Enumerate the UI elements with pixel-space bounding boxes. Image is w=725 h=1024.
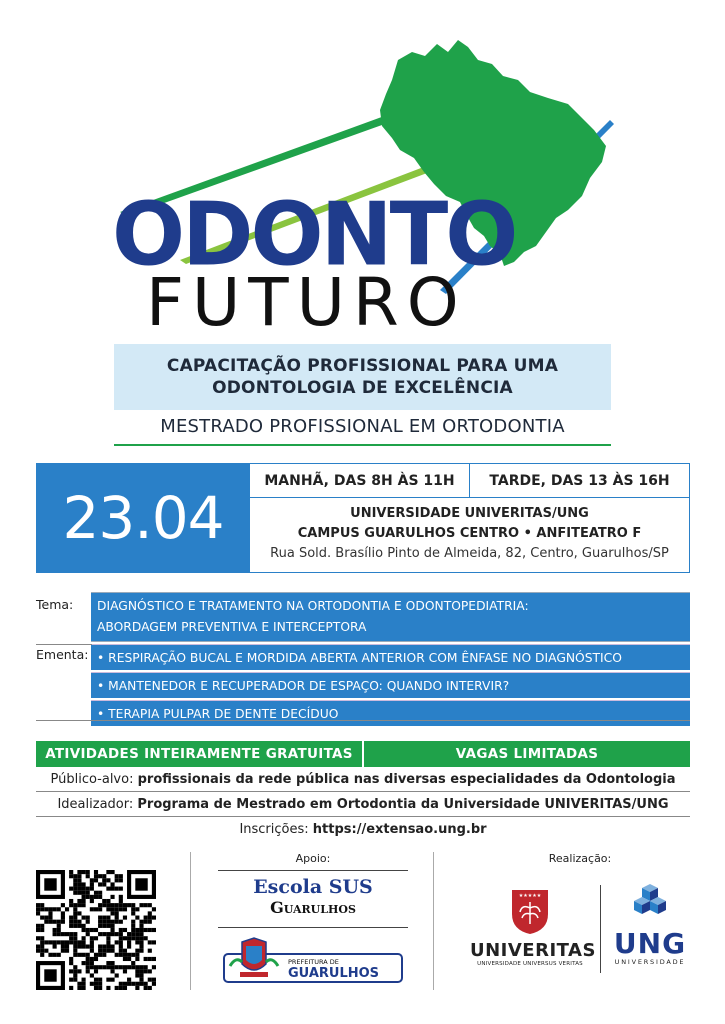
free-activities-label: ATIVIDADES INTEIRAMENTE GRATUITAS: [36, 741, 362, 767]
footer-divider: [433, 852, 434, 990]
event-logo: [0, 0, 725, 340]
tema-line-2: ABORDAGEM PREVENTIVA E INTERCEPTORA: [97, 620, 367, 634]
registration-label: Inscrições:: [239, 822, 309, 837]
escola-sus-city: Guarulhos: [270, 898, 356, 917]
program-title: MESTRADO PROFISSIONAL EM ORTODONTIA: [160, 416, 565, 437]
idealizer-line: [36, 793, 690, 817]
ementa-item: • RESPIRAÇÃO BUCAL E MORDIDA ABERTA ANTERIOR COM ÊNFASE NO DIAGNÓSTICO: [91, 644, 690, 670]
limited-spots-label: VAGAS LIMITADAS: [362, 741, 690, 767]
univeritas-shield-icon: [508, 884, 552, 936]
univeritas-name: UNIVERITAS: [470, 940, 596, 961]
logo-divider: [600, 885, 601, 973]
divider-line: [36, 720, 690, 721]
ung-subtitle: UNIVERSIDADE: [614, 958, 686, 966]
ung-logo: [610, 882, 690, 982]
idealizer-value: Programa de Mestrado em Ortodontia da Universidade UNIVERITAS/UNG: [137, 797, 669, 812]
audience-label: Público-alvo:: [50, 772, 134, 787]
audience-value: profissionais da rede pública nas diversas especialidades da Odontologia: [137, 772, 676, 787]
univeritas-logo: [470, 884, 596, 979]
registration-link[interactable]: https://extensao.ung.br: [312, 822, 487, 837]
tema-line-1: DIAGNÓSTICO E TRATAMENTO NA ORTODONTIA E ODONTOPEDIATRIA:: [97, 599, 529, 613]
escola-sus-title: Escola SUS: [253, 876, 373, 898]
topic-section: [36, 592, 690, 726]
svg-text:★★★★★: ★★★★★: [518, 893, 542, 899]
prefeitura-small-text: PREFEITURA DE: [288, 958, 339, 966]
venue-address: Rua Sold. Brasílio Pinto de Almeida, 82, Centro, Guarulhos/SP: [270, 546, 669, 561]
footer-divider: [190, 852, 191, 990]
escola-sus-logo: [218, 870, 408, 928]
logo-futuro-text: FUTURO: [146, 264, 467, 341]
univeritas-subtitle: UNIVERSIDADE UNIVERSUS VERITAS: [477, 961, 583, 967]
ementa-list: [91, 642, 690, 726]
logo-odonto-text: ODONTO: [112, 184, 516, 286]
green-divider: [114, 444, 611, 446]
venue-campus: CAMPUS GUARULHOS CENTRO • ANFITEATRO F: [297, 526, 642, 541]
realization-caption: Realização:: [548, 852, 612, 865]
subtitle-line-1: CAPACITAÇÃO PROFISSIONAL PARA UMA: [166, 356, 559, 376]
ung-cubes-icon: [625, 882, 675, 926]
qr-code[interactable]: [36, 870, 156, 990]
schedule-venue-block: [250, 463, 690, 573]
subtitle-line-2: ODONTOLOGIA DE EXCELÊNCIA: [212, 378, 513, 398]
support-caption: Apoio:: [295, 852, 331, 865]
schedule-row: [250, 464, 689, 498]
prefeitura-big-text: GUARULHOS: [288, 966, 380, 981]
idealizer-label: Idealizador:: [57, 797, 134, 812]
tema-label: Tema:: [36, 597, 74, 612]
ementa-label: Ementa:: [36, 647, 89, 662]
ementa-row: [36, 642, 690, 726]
audience-line: [36, 768, 690, 792]
registration-line: [36, 818, 690, 842]
highlights-bar: [36, 741, 690, 767]
ung-name: UNG: [613, 927, 687, 960]
tema-row: [36, 592, 690, 642]
tema-box: [91, 592, 690, 642]
divider-line: [36, 644, 92, 645]
venue-university: UNIVERSIDADE UNIVERITAS/UNG: [350, 506, 589, 521]
afternoon-schedule: TARDE, DAS 13 ÀS 16H: [469, 464, 689, 497]
ementa-item: • TERAPIA PULPAR DE DENTE DECÍDUO: [91, 700, 690, 726]
date-block: [36, 463, 250, 573]
subtitle-box: [114, 344, 611, 410]
prefeitura-guarulhos-logo: [222, 936, 404, 986]
ementa-item: • MANTENEDOR E RECUPERADOR DE ESPAÇO: QUANDO INTERVIR?: [91, 672, 690, 698]
morning-schedule: MANHÃ, DAS 8H ÀS 11H: [264, 472, 455, 489]
venue: [250, 498, 689, 564]
event-date: 23.04: [62, 484, 224, 552]
